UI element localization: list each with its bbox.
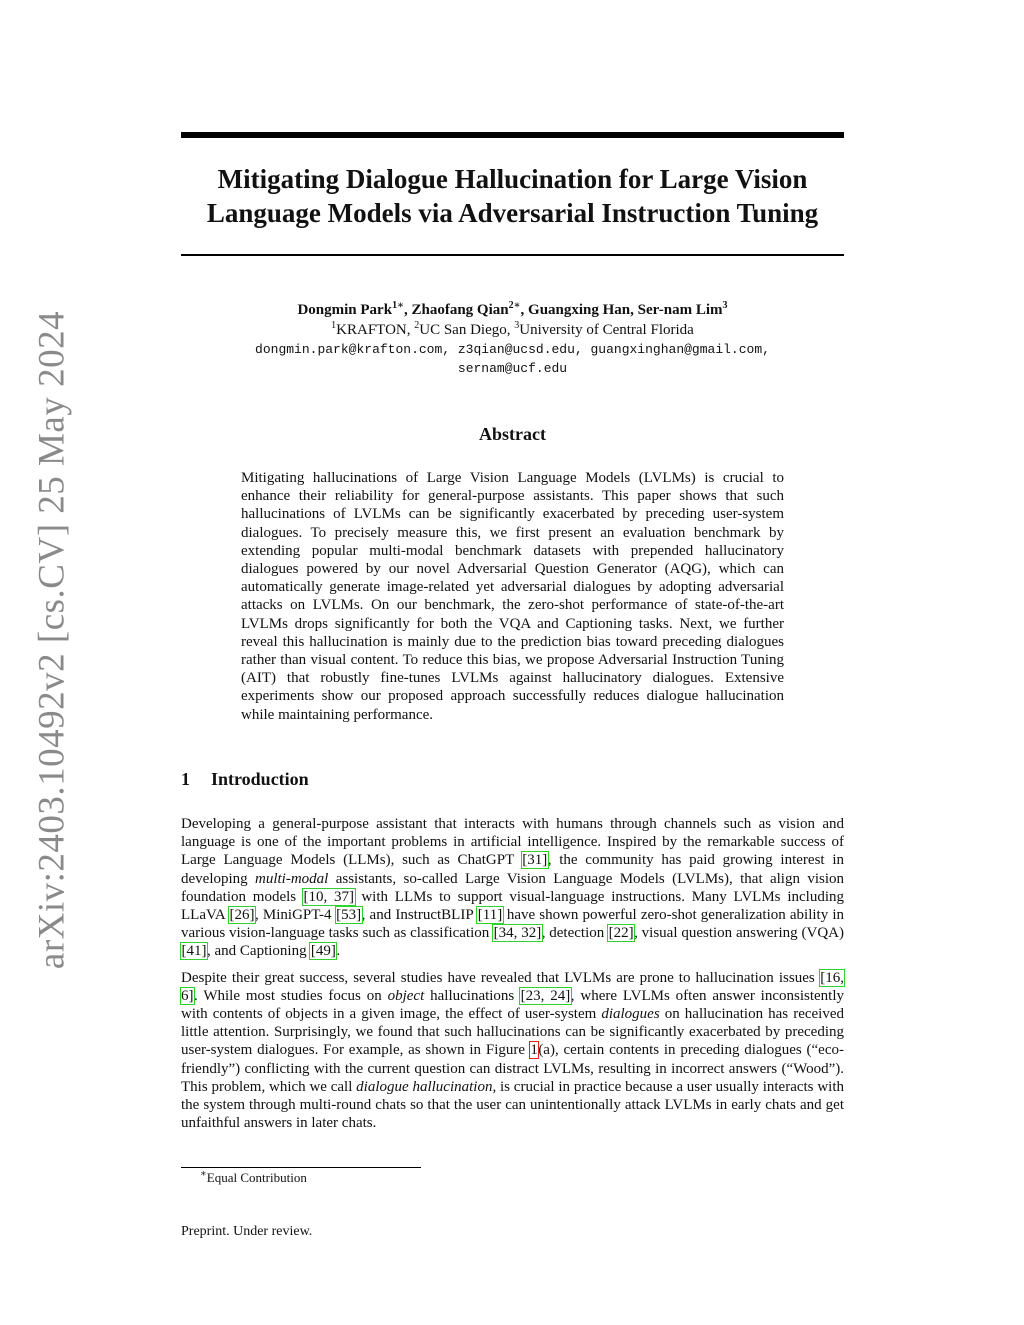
author-qian: , Zhaofang Qian bbox=[403, 302, 509, 318]
text-run: . While most studies focus on bbox=[194, 987, 388, 1004]
citation-link[interactable]: [41] bbox=[181, 943, 207, 960]
text-run: , where LVLMs often answer inconsistently with contents of objects in a given image, the effect of user-system bbox=[181, 987, 845, 1023]
text-run: have shown powerful zero-shot generalization ability in various vision-language tasks such as classification bbox=[181, 907, 844, 942]
paper-title bbox=[181, 162, 844, 230]
citation-link[interactable]: [49] bbox=[310, 943, 336, 960]
footnote-mark: ∗ bbox=[200, 1168, 207, 1180]
section-title: Introduction bbox=[211, 769, 309, 789]
preprint-notice: Preprint. Under review. bbox=[181, 1224, 313, 1239]
text-run: (a), certain contents in preceding dialogues (“eco-friendly”) conflicting with the current question can distract LVLMs, resulting in incorrect answers (“Wood”). This problem, which we call bbox=[181, 1042, 844, 1095]
author-names bbox=[181, 300, 844, 320]
aff2-sup: 2 bbox=[414, 320, 420, 331]
author-qian-sup: 2∗ bbox=[508, 300, 521, 311]
text-run: , and InstructBLIP bbox=[361, 907, 478, 924]
author-park: Dongmin Park bbox=[297, 302, 393, 318]
author-han-lim: , Guangxing Han, Ser-nam Lim bbox=[520, 302, 723, 318]
title-rule-bottom bbox=[181, 254, 844, 256]
citation-link[interactable]: [11] bbox=[477, 907, 503, 924]
aff3-sup: 3 bbox=[514, 320, 520, 331]
introduction-body bbox=[181, 815, 844, 1140]
text-run: on hallucination has received little attention. Surprisingly, we found that such hallucinations can be significantly exacerbated by preceding user-system dialogues. For example, as shown in Figure bbox=[181, 1006, 844, 1059]
text-run: , and Captioning bbox=[207, 943, 311, 960]
text-run: , the community has paid growing interest in developing bbox=[181, 852, 844, 887]
arxiv-stamp: arXiv:2403.10492v2 [cs.CV] 25 May 2024 bbox=[31, 310, 73, 970]
abstract-text: Mitigating hallucinations of Large Vision Language Models (LVLMs) is crucial to enhance their reliability for general-purpose assistants. This paper shows that such hallucinations of LVLMs can be significantly exacerbated by preceding user-system dialogues. To precisely measure this, we first present an evaluation benchmark by extending popular multi-modal benchmark datasets with prepended hallucinatory dialogues powered by our novel Adversarial Question Generator (AQG), which can automatically generate image-related yet adversarial dialogues by adopting adversarial attacks on LVLMs. On our benchmark, the zero-shot performance of state-of-the-art LVLMs drops significantly for both the VQA and Captioning tasks. Next, we further reveal this hallucination is mainly due to the prediction bias toward preceding dialogues rather than visual content. To reduce this bias, we propose Adversarial Instruction Tuning (AIT) that robustly fine-tunes LVLMs against hallucinatory dialogues. Extensive experiments show our proposed approach successfully reduces dialogue hallucination while maintaining performance. bbox=[241, 470, 784, 723]
intro-paragraph-2 bbox=[181, 969, 844, 1133]
affiliations bbox=[181, 320, 844, 340]
text-run: , detection bbox=[541, 925, 609, 942]
title-line-1: Mitigating Dialogue Hallucination for Large Vision bbox=[217, 164, 808, 194]
citation-link[interactable]: [34, 32] bbox=[493, 925, 542, 942]
section-heading-introduction bbox=[181, 769, 844, 790]
author-emails-line-2[interactable]: sernam@ucf.edu bbox=[457, 361, 568, 376]
emphasis: dialogue hallucination bbox=[356, 1078, 493, 1095]
citation-link[interactable]: [10, 37] bbox=[303, 888, 355, 905]
aff-ucf: University of Central Florida bbox=[519, 322, 694, 338]
footnote-text: Equal Contribution bbox=[206, 1170, 307, 1185]
text-run: . bbox=[336, 943, 341, 960]
citation-link[interactable]: [22] bbox=[608, 925, 634, 942]
aff1-sup: 1 bbox=[331, 320, 337, 331]
figure-link[interactable]: 1 bbox=[530, 1042, 538, 1059]
text-run: Despite their great success, several studies have revealed that LVLMs are prone to hallucination issues bbox=[181, 969, 820, 986]
text-run: with LLMs to support visual-language instructions. Many LVLMs including LLaVA bbox=[181, 888, 844, 924]
text-run: hallucinations bbox=[424, 987, 521, 1004]
title-line-2: Language Models via Adversarial Instruction Tuning bbox=[206, 198, 819, 228]
abstract-heading: Abstract bbox=[479, 424, 546, 444]
author-emails-line-1[interactable]: dongmin.park@krafton.com, z3qian@ucsd.edu, guangxinghan@gmail.com, bbox=[255, 342, 770, 357]
text-run: Developing a general-purpose assistant that interacts with humans through channels such as vision and language is one of the important problems in artificial intelligence. Inspired by the remarkable success of Large Language Models (LLMs), such as ChatGPT bbox=[181, 816, 844, 869]
citation-link[interactable]: [16, 6] bbox=[181, 969, 844, 1004]
citation-link[interactable]: [23, 24] bbox=[520, 987, 571, 1004]
emphasis: dialogues bbox=[601, 1006, 660, 1023]
emphasis: multi-modal bbox=[255, 870, 329, 887]
citation-link[interactable]: [53] bbox=[336, 907, 362, 924]
text-run: , MiniGPT-4 bbox=[255, 907, 336, 924]
section-number: 1 bbox=[181, 769, 190, 789]
text-run: assistants, so-called Large Vision Language Models (LVLMs), that align vision foundation models bbox=[181, 870, 844, 905]
footnote bbox=[200, 1170, 307, 1186]
aff-ucsd: UC San Diego, bbox=[419, 322, 515, 338]
footnote-rule bbox=[181, 1167, 421, 1168]
aff-krafton: KRAFTON, bbox=[336, 322, 415, 338]
author-block bbox=[181, 300, 844, 378]
text-run: , visual question answering (VQA) bbox=[634, 925, 844, 942]
text-run: , is crucial in practice because a user usually interacts with the system through multi-round chats so that the user can unintentionally attack LVLMs in early chats and get unfaithful answers in later chats. bbox=[181, 1078, 844, 1132]
author-park-sup: 1∗ bbox=[392, 300, 404, 311]
intro-paragraph-1 bbox=[181, 815, 844, 961]
citation-link[interactable]: [26] bbox=[229, 907, 255, 924]
author-lim-sup: 3 bbox=[722, 300, 728, 311]
title-rule-top bbox=[181, 132, 844, 138]
citation-link[interactable]: [31] bbox=[522, 852, 548, 869]
emphasis: object bbox=[387, 987, 425, 1004]
